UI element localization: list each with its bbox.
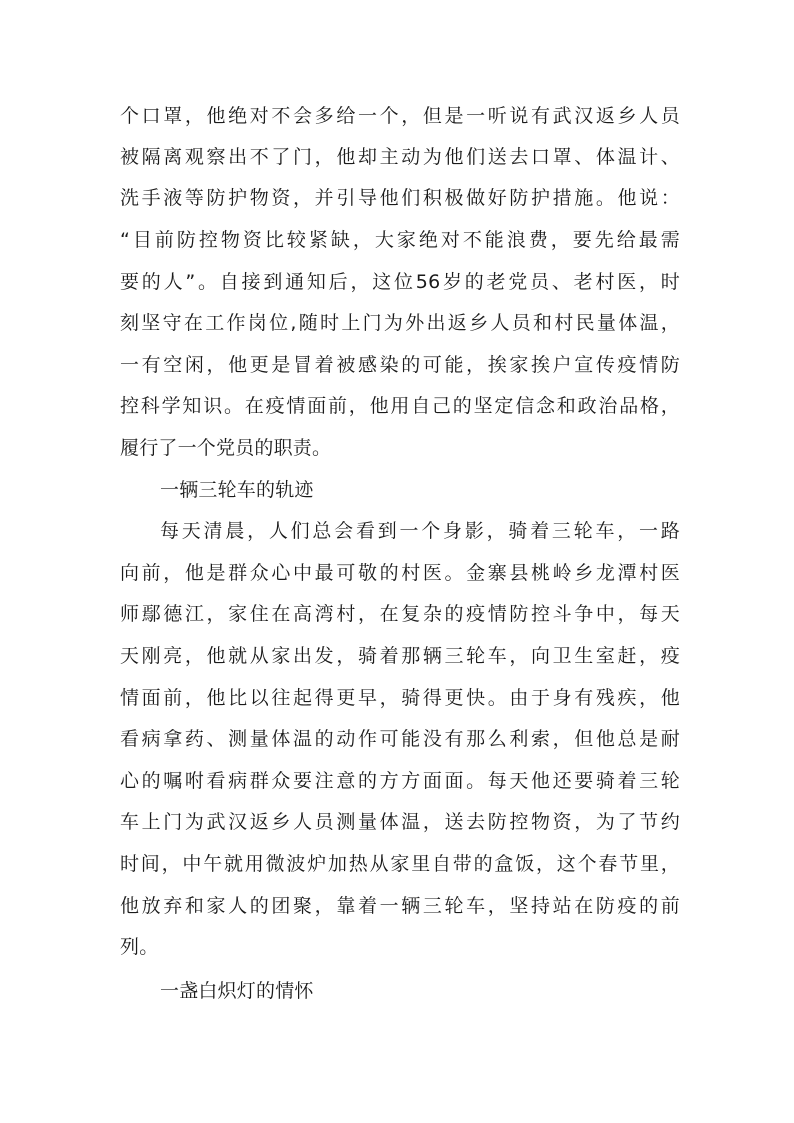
text-line: 车上门为武汉返乡人员测量体温，送去防控物资，为了节约 <box>120 811 680 833</box>
text-line: 被隔离观察出不了门，他却主动为他们送去口罩、体温计、 <box>120 146 680 168</box>
text-line: 心的嘱咐看病群众要注意的方方面面。每天他还要骑着三轮 <box>120 770 680 792</box>
text-line: 看病拿药、测量体温的动作可能没有那么利索，但他总是耐 <box>120 728 680 750</box>
text-line: 一有空闲，他更是冒着被感染的可能，挨家挨户宣传疫情防 <box>120 354 680 376</box>
text-line: “目前防控物资比较紧缺，大家绝对不能浪费，要先给最需 <box>120 229 680 251</box>
text-line: 时间，中午就用微波炉加热从家里自带的盒饭，这个春节里， <box>120 853 680 875</box>
text-line: 个口罩，他绝对不会多给一个，但是一听说有武汉返乡人员 <box>120 105 680 127</box>
text-line: 列。 <box>120 936 159 958</box>
text-line: 他放弃和家人的团聚，靠着一辆三轮车，坚持站在防疫的前 <box>120 895 680 917</box>
text-line: 天刚亮，他就从家出发，骑着那辆三轮车，向卫生室赶，疫 <box>120 645 680 667</box>
text-line: 刻坚守在工作岗位,随时上门为外出返乡人员和村民量体温， <box>120 312 680 334</box>
text-line: 情面前，他比以往起得更早，骑得更快。由于身有残疾，他 <box>120 687 680 709</box>
text-line: 履行了一个党员的职责。 <box>120 437 332 459</box>
text-line: 控科学知识。在疫情面前，他用自己的坚定信念和政治品格， <box>120 395 680 417</box>
text-line: 每天清晨，人们总会看到一个身影，骑着三轮车，一路 <box>160 520 680 542</box>
section-heading: 一盏白炽灯的情怀 <box>160 980 314 1002</box>
text-line: 向前，他是群众心中最可敬的村医。金寨县桃岭乡龙潭村医 <box>120 562 680 584</box>
section-heading: 一辆三轮车的轨迹 <box>160 479 314 501</box>
text-line: 师鄢德江，家住在高湾村，在复杂的疫情防控斗争中，每天 <box>120 603 680 625</box>
text-line: 洗手液等防护物资，并引导他们积极做好防护措施。他说： <box>120 187 680 209</box>
text-line: 要的人”。自接到通知后，这位56岁的老党员、老村医，时 <box>120 271 680 293</box>
